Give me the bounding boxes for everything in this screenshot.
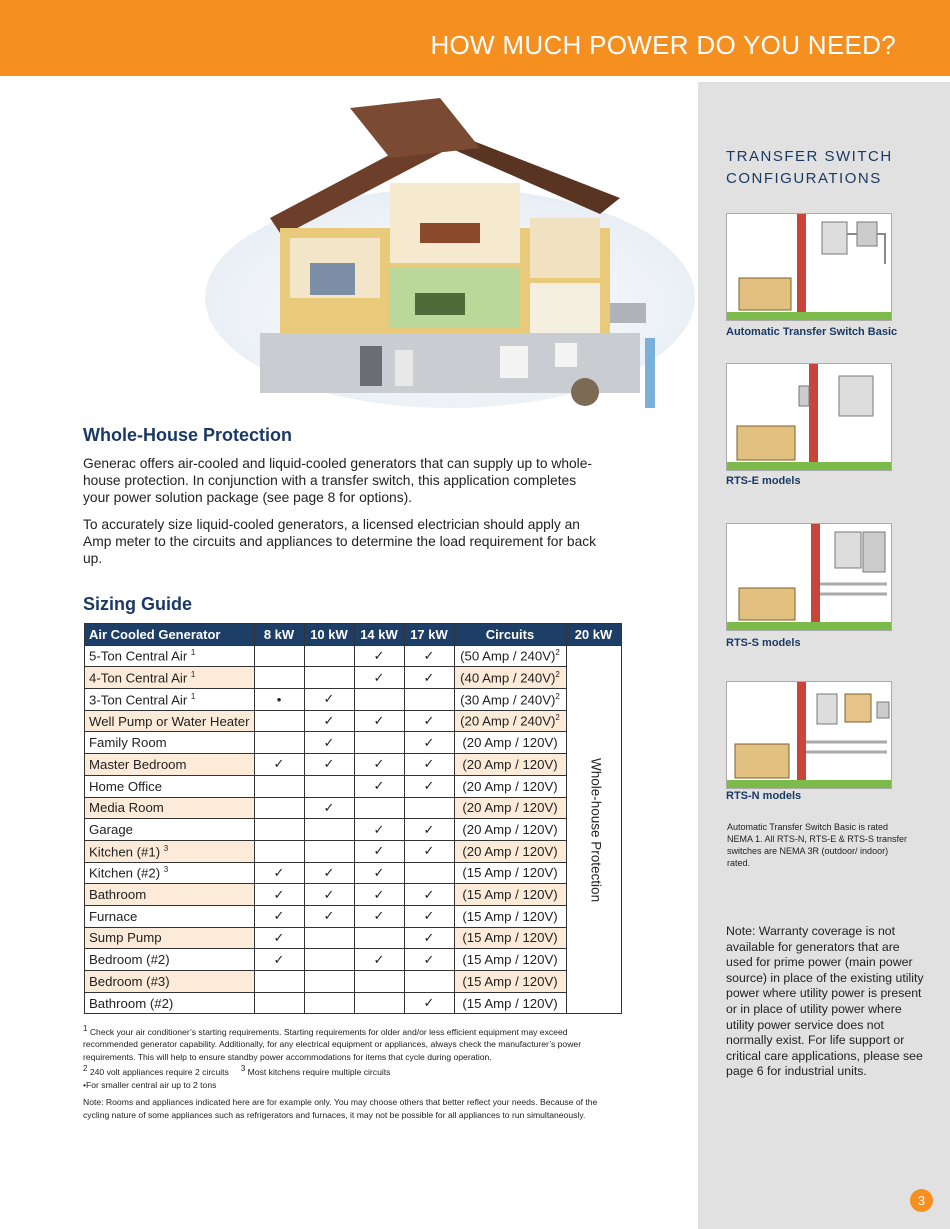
appliance-name-cell (85, 992, 255, 1014)
capacity-mark-cell: ✓ (404, 819, 454, 841)
capacity-mark-cell: ✓ (254, 905, 304, 927)
footnote-ref: 1 (190, 691, 196, 701)
capacity-mark-cell: ✓ (404, 645, 454, 667)
capacity-mark-cell (354, 689, 404, 711)
circuit-cell (454, 819, 566, 841)
circuit-cell (454, 667, 566, 689)
circuit-value: (30 Amp / 240V) (460, 692, 556, 708)
capacity-mark-cell: ✓ (404, 775, 454, 797)
table-row (85, 710, 622, 732)
appliance-name: Garage (89, 822, 133, 838)
col-header: 14 kW (354, 624, 404, 646)
footnote-number: 2 (83, 1064, 88, 1073)
appliance-name-cell (85, 754, 255, 776)
capacity-mark-cell: ✓ (354, 667, 404, 689)
appliance-name: Bathroom (89, 887, 147, 903)
footnote-text: Most kitchens require multiple circuits (247, 1066, 391, 1077)
whole-house-paragraph-1: Generac offers air-cooled and liquid-cooled generators that can supply up to whole-house protection. In conjunction with a transfer switch, this application completes your power solution package (see page 8 for options). (83, 456, 593, 505)
appliance-name-cell (85, 667, 255, 689)
appliance-name: Kitchen (#1) (89, 843, 161, 859)
footnote-ref: 1 (190, 670, 196, 680)
sidebar-title: TRANSFER SWITCH CONFIGURATIONS (726, 148, 893, 187)
capacity-mark-cell: ✓ (254, 949, 304, 971)
capacity-mark-cell (304, 840, 354, 862)
table-header-row (85, 624, 622, 646)
appliance-name-cell (85, 797, 255, 819)
capacity-mark-cell (254, 797, 304, 819)
diagram-caption: RTS-E models (726, 475, 801, 487)
appliance-name-cell (85, 645, 255, 667)
capacity-mark-cell: • (254, 689, 304, 711)
appliance-name: Master Bedroom (89, 756, 187, 772)
table-row (85, 775, 622, 797)
capacity-mark-cell (304, 927, 354, 949)
col-header: 8 kW (254, 624, 304, 646)
circuit-value: (15 Amp / 120V) (462, 952, 558, 968)
capacity-mark-cell (304, 667, 354, 689)
appliance-name: 3-Ton Central Air (89, 692, 188, 708)
diagram-caption: Automatic Transfer Switch Basic (726, 326, 898, 338)
circuit-cell (454, 710, 566, 732)
capacity-mark-cell: ✓ (254, 927, 304, 949)
circuit-value: (15 Amp / 120V) (462, 995, 558, 1011)
capacity-mark-cell: ✓ (354, 862, 404, 884)
table-row (85, 949, 622, 971)
appliance-name-cell (85, 884, 255, 906)
capacity-mark-cell: ✓ (404, 905, 454, 927)
appliance-name: Family Room (89, 735, 167, 751)
capacity-mark-cell (354, 971, 404, 993)
footnote-ref: 2 (555, 670, 560, 680)
kw20-merged-cell (566, 645, 621, 1014)
whole-house-paragraph-2: To accurately size liquid-cooled generators, a licensed electrician should apply an Amp meter to the circuits and appliances to determine the load requirement for back up. (83, 517, 597, 566)
footnote-ref: 2 (555, 691, 560, 701)
appliance-name: Bedroom (#2) (89, 952, 170, 968)
transfer-switch-sidebar (698, 82, 950, 1229)
capacity-mark-cell: ✓ (404, 992, 454, 1014)
page-number-badge: 3 (910, 1189, 933, 1212)
circuit-cell (454, 754, 566, 776)
capacity-mark-cell (254, 819, 304, 841)
footnote-number: 3 (240, 1064, 246, 1073)
capacity-mark-cell (404, 797, 454, 819)
capacity-mark-cell: ✓ (354, 884, 404, 906)
appliance-name-cell (85, 819, 255, 841)
capacity-mark-cell (404, 862, 454, 884)
capacity-mark-cell (254, 775, 304, 797)
footnote-ref: 3 (163, 843, 169, 853)
capacity-mark-cell (404, 689, 454, 711)
nema-rating-note: Automatic Transfer Switch Basic is rated NEMA 1. All RTS-N, RTS-E & RTS-S transfer switches are NEMA 3R (outdoor/ indoor) rated. (727, 822, 908, 868)
circuit-cell (454, 927, 566, 949)
capacity-mark-cell (304, 949, 354, 971)
capacity-mark-cell: ✓ (404, 732, 454, 754)
capacity-mark-cell (304, 819, 354, 841)
appliance-name-cell (85, 905, 255, 927)
capacity-mark-cell: ✓ (404, 754, 454, 776)
capacity-mark-cell: ✓ (354, 710, 404, 732)
transfer-switch-diagram-icon (727, 524, 891, 630)
capacity-mark-cell: ✓ (304, 732, 354, 754)
capacity-mark-cell: ✓ (254, 754, 304, 776)
diagram-ats-basic (726, 213, 892, 321)
footnote-bullet: •For smaller central air up to 2 tons (83, 1080, 217, 1090)
circuit-cell (454, 992, 566, 1014)
circuit-cell (454, 884, 566, 906)
circuit-cell (454, 971, 566, 993)
footnote-1 (83, 1023, 623, 1063)
capacity-mark-cell (254, 667, 304, 689)
circuit-cell (454, 797, 566, 819)
capacity-mark-cell (304, 992, 354, 1014)
appliance-name-cell (85, 732, 255, 754)
capacity-mark-cell (354, 927, 404, 949)
appliance-name: 4-Ton Central Air (89, 670, 188, 686)
capacity-mark-cell: ✓ (254, 884, 304, 906)
col-header: 17 kW (404, 624, 454, 646)
appliance-name: Home Office (89, 778, 163, 794)
circuit-value: (20 Amp / 120V) (462, 756, 558, 772)
circuit-value: (15 Amp / 120V) (462, 930, 558, 946)
transfer-switch-diagram-icon (727, 214, 891, 320)
col-header: 20 kW (566, 624, 621, 646)
diagram-rts-n (726, 681, 892, 789)
capacity-mark-cell: ✓ (304, 754, 354, 776)
capacity-mark-cell (354, 797, 404, 819)
capacity-mark-cell: ✓ (354, 775, 404, 797)
table-body (85, 645, 622, 1014)
sizing-guide-table (84, 623, 622, 1014)
table-row (85, 645, 622, 667)
appliance-name: Furnace (89, 908, 138, 924)
circuit-cell (454, 775, 566, 797)
capacity-mark-cell: ✓ (304, 905, 354, 927)
capacity-mark-cell: ✓ (404, 710, 454, 732)
circuit-value: (20 Amp / 120V) (462, 822, 558, 838)
capacity-mark-cell (254, 971, 304, 993)
capacity-mark-cell (254, 732, 304, 754)
capacity-mark-cell: ✓ (354, 754, 404, 776)
circuit-value: (20 Amp / 120V) (462, 843, 558, 859)
table-row (85, 884, 622, 906)
capacity-mark-cell: ✓ (304, 884, 354, 906)
circuit-value: (50 Amp / 240V) (460, 648, 556, 664)
appliance-name: Bedroom (#3) (89, 973, 170, 989)
capacity-mark-cell (354, 732, 404, 754)
diagram-caption: RTS-S models (726, 637, 801, 649)
appliance-name-cell (85, 775, 255, 797)
circuit-cell (454, 645, 566, 667)
circuit-value: (15 Amp / 120V) (462, 973, 558, 989)
table-row (85, 971, 622, 993)
capacity-mark-cell (254, 645, 304, 667)
whole-house-heading: Whole-House Protection (83, 425, 293, 445)
circuit-value: (15 Amp / 120V) (462, 887, 558, 903)
footnote-text: 240 volt appliances require 2 circuits (89, 1066, 229, 1077)
warranty-note: Note: Warranty coverage is not available for generators that are used for prime power (main power source) in place of the existing utility power where utility power is present or in place of utility power where utility power service does not normally exist. For life support or critical care applications, please see page 6 for industrial units. (726, 924, 924, 1079)
circuit-value: (15 Amp / 120V) (462, 865, 558, 881)
table-row (85, 754, 622, 776)
table-row (85, 905, 622, 927)
footnote-2-3 (83, 1063, 623, 1078)
capacity-mark-cell: ✓ (354, 905, 404, 927)
footnote-number: 1 (83, 1024, 88, 1033)
circuit-value: (20 Amp / 120V) (462, 778, 558, 794)
capacity-mark-cell: ✓ (304, 710, 354, 732)
circuit-cell (454, 949, 566, 971)
footnote-text: Check your air conditioner’s starting requirements. Starting requirements for older and/or less efficient equipment may exceed recommended generator capability. Additionally, for any electrical equipment or appliances, always check the manufacturer’s power requirements. This will help to ensure standby power accommodations for items that cycle during operation. (83, 1026, 582, 1062)
table-row (85, 732, 622, 754)
appliance-name: Bathroom (#2) (89, 995, 174, 1011)
diagram-rts-e (726, 363, 892, 471)
circuit-cell (454, 905, 566, 927)
circuit-cell (454, 862, 566, 884)
capacity-mark-cell: ✓ (254, 862, 304, 884)
appliance-name-cell (85, 710, 255, 732)
appliance-name: Media Room (89, 800, 164, 816)
capacity-mark-cell: ✓ (404, 840, 454, 862)
circuit-value: (20 Amp / 120V) (462, 735, 558, 751)
capacity-mark-cell: ✓ (404, 667, 454, 689)
appliance-name-cell (85, 971, 255, 993)
circuit-cell (454, 689, 566, 711)
circuit-cell (454, 840, 566, 862)
capacity-mark-cell (254, 992, 304, 1014)
table-row (85, 840, 622, 862)
appliance-name-cell (85, 689, 255, 711)
transfer-switch-diagram-icon (727, 364, 891, 470)
footnote-note: Note: Rooms and appliances indicated here are for example only. You may choose others that better reflect your needs. Because of the cycling nature of some appliances such as refrigerators and furnaces, it may not be possible for all appliances to run simultaneously. (83, 1097, 598, 1120)
footnote-ref: 1 (190, 648, 196, 658)
capacity-mark-cell: ✓ (354, 840, 404, 862)
table-row (85, 667, 622, 689)
table-row (85, 819, 622, 841)
circuit-value: (15 Amp / 120V) (462, 908, 558, 924)
circuit-value: (20 Amp / 240V) (460, 713, 556, 729)
capacity-mark-cell (304, 775, 354, 797)
appliance-name: Kitchen (#2) (89, 865, 161, 881)
diagram-caption: RTS-N models (726, 790, 802, 802)
capacity-mark-cell: ✓ (354, 819, 404, 841)
appliance-name-cell (85, 862, 255, 884)
capacity-mark-cell: ✓ (304, 862, 354, 884)
transfer-switch-diagram-icon (727, 682, 891, 788)
appliance-name-cell (85, 949, 255, 971)
capacity-mark-cell: ✓ (354, 645, 404, 667)
appliance-name-cell (85, 927, 255, 949)
capacity-mark-cell: ✓ (404, 884, 454, 906)
circuit-cell (454, 732, 566, 754)
capacity-mark-cell (254, 840, 304, 862)
col-header: 10 kW (304, 624, 354, 646)
page-header-bar (0, 0, 950, 76)
house-cutaway-illustration (200, 88, 700, 418)
capacity-mark-cell: ✓ (404, 927, 454, 949)
table-row (85, 689, 622, 711)
appliance-name: 5-Ton Central Air (89, 648, 188, 664)
capacity-mark-cell (254, 710, 304, 732)
col-header: Circuits (454, 624, 566, 646)
appliance-name: Well Pump or Water Heater (89, 713, 250, 729)
capacity-mark-cell: ✓ (404, 949, 454, 971)
capacity-mark-cell (354, 992, 404, 1014)
footnote-ref: 3 (163, 865, 169, 875)
diagram-rts-s (726, 523, 892, 631)
capacity-mark-cell: ✓ (304, 689, 354, 711)
appliance-name-cell (85, 840, 255, 862)
capacity-mark-cell: ✓ (304, 797, 354, 819)
table-row (85, 927, 622, 949)
footnote-ref: 2 (555, 648, 560, 658)
page-title: HOW MUCH POWER DO YOU NEED? (430, 30, 896, 60)
circuit-value: (40 Amp / 240V) (460, 670, 556, 686)
capacity-mark-cell (304, 645, 354, 667)
table-row (85, 797, 622, 819)
capacity-mark-cell (404, 971, 454, 993)
table-row (85, 992, 622, 1014)
appliance-name: Sump Pump (89, 930, 162, 946)
capacity-mark-cell: ✓ (354, 949, 404, 971)
footnote-ref: 2 (555, 713, 560, 723)
col-header: Air Cooled Generator (85, 624, 255, 646)
circuit-value: (20 Amp / 120V) (462, 800, 558, 816)
table-row (85, 862, 622, 884)
whole-house-protection-label: Whole-house Protection (588, 757, 604, 902)
capacity-mark-cell (304, 971, 354, 993)
sizing-guide-heading: Sizing Guide (83, 594, 193, 614)
